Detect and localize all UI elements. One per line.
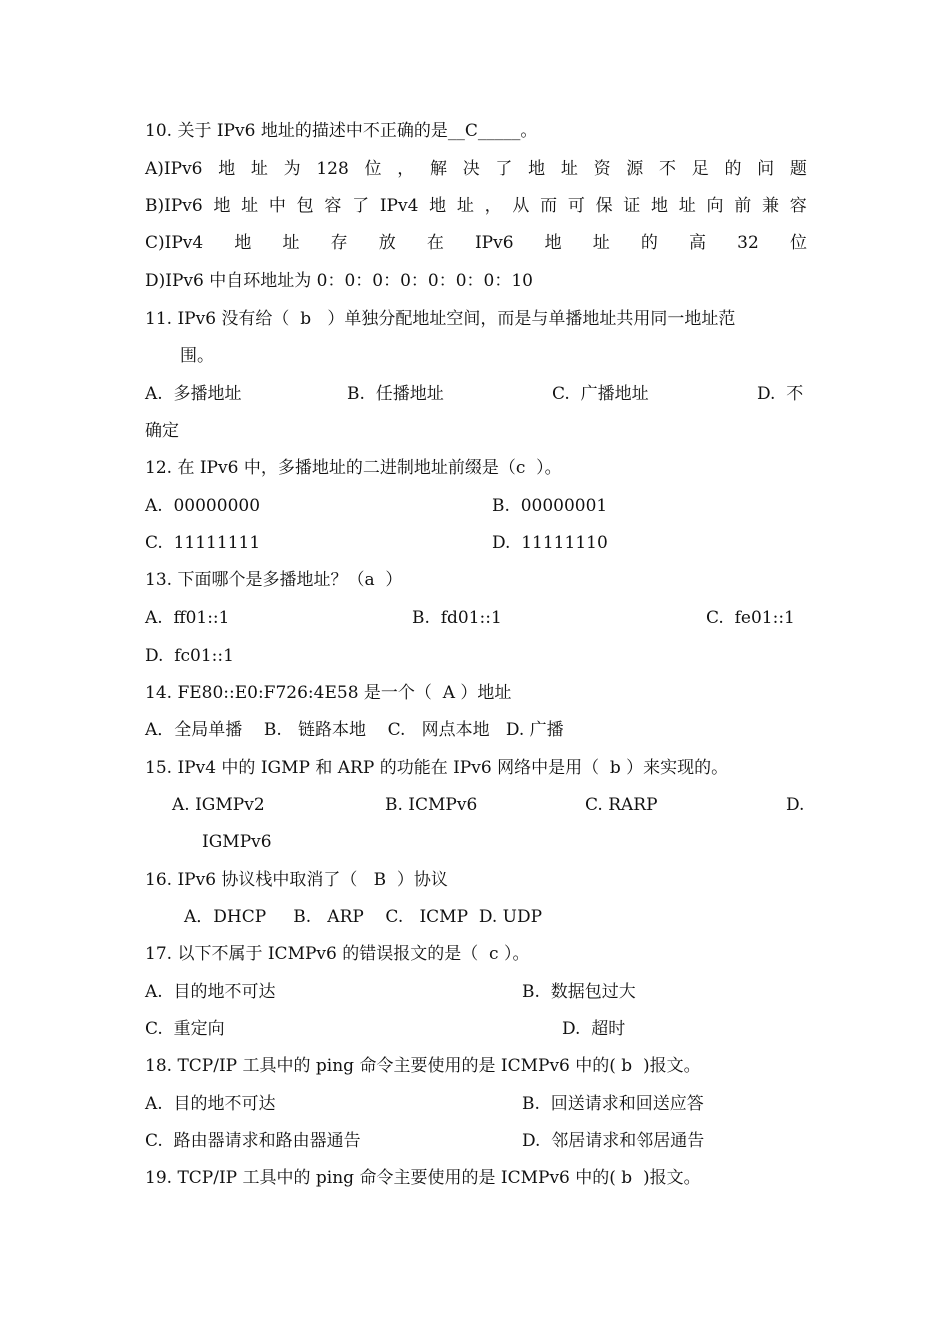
question-10-option-b-token: 地 (651, 196, 669, 216)
question-10-option-b-token: 包 (296, 196, 314, 216)
question-10-option-b (145, 195, 807, 217)
question-11-option-c: C. 广播地址 (552, 384, 649, 404)
question-10-option-a-token: ， (397, 159, 415, 179)
question-15-option-d-continued: IGMPv6 (202, 832, 272, 852)
question-17-option-b: B. 数据包过大 (522, 982, 636, 1002)
question-12-option-d: D. 11111110 (492, 533, 608, 553)
question-11-option-b: B. 任播地址 (347, 384, 444, 404)
question-10-option-c (145, 232, 807, 254)
question-18-option-a: A. 目的地不可达 (145, 1094, 276, 1114)
question-12-option-b: B. 00000001 (492, 496, 608, 516)
question-15-option-c: C. RARP (585, 795, 658, 815)
question-15-option-d: D. (786, 795, 805, 815)
question-18-option-b: B. 回送请求和回送应答 (522, 1094, 704, 1114)
question-10-option-c-token: IPv6 (474, 233, 514, 253)
question-10-option-b-token: 证 (623, 196, 641, 216)
question-18-option-c: C. 路由器请求和路由器通告 (145, 1131, 361, 1151)
question-10-option-c-token: 址 (282, 233, 300, 253)
question-10-option-b-token: B)IPv6 (145, 196, 203, 216)
question-11-option-a: A. 多播地址 (145, 384, 242, 404)
question-10-option-b-token: 从 (512, 196, 530, 216)
question-12-option-a: A. 00000000 (145, 496, 261, 516)
question-10-option-b-token: 向 (706, 196, 724, 216)
question-10-option-c-token: 地 (234, 233, 252, 253)
question-10-option-b-token: 容 (324, 196, 342, 216)
question-10-option-a-token: 题 (789, 159, 807, 179)
question-11-option-d-continued: 确定 (145, 421, 179, 441)
question-10-option-b-token: 可 (567, 196, 585, 216)
question-10-option-b-token: 地 (213, 196, 231, 216)
question-12-stem: 12. 在 IPv6 中，多播地址的二进制地址前缀是（c ）。 (145, 458, 562, 478)
question-10-option-b-token: 兼 (761, 196, 779, 216)
question-10-option-b-token: 中 (268, 196, 286, 216)
question-11-stem: 11. IPv6 没有给（ b ）单独分配地址空间，而是与单播地址共用同一地址范 (145, 309, 736, 329)
question-15-stem: 15. IPv4 中的 IGMP 和 ARP 的功能在 IPv6 网络中是用（ b ）来实现的。 (145, 758, 729, 778)
question-10-option-a-token: 不 (659, 159, 676, 179)
question-15-option-a: A. IGMPv2 (172, 795, 265, 815)
question-13-option-b: B. fd01::1 (412, 608, 502, 628)
question-13-stem: 13. 下面哪个是多播地址？（a ） (145, 570, 403, 590)
question-10-option-c-token: 的 (640, 233, 658, 253)
question-10-option-a-token: 址 (250, 159, 268, 179)
question-10-option-b-token: 而 (540, 196, 558, 216)
question-10-option-a-token: 解 (429, 159, 447, 179)
question-10-option-c-token: 放 (378, 233, 396, 253)
question-10-option-b-token: 容 (789, 196, 807, 216)
question-10-option-b-token: ， (484, 196, 502, 216)
question-10-option-a-token: 地 (218, 159, 236, 179)
question-10-option-d: D)IPv6 中自环地址为 0：0：0：0：0：0：0：10 (145, 271, 533, 291)
question-10-option-c-token: 存 (330, 233, 348, 253)
question-12-option-c: C. 11111111 (145, 533, 261, 553)
question-10-option-a-token: 址 (560, 159, 578, 179)
question-10-option-c-token: 地 (544, 233, 562, 253)
question-10-option-b-token: 址 (456, 196, 474, 216)
question-18-stem: 18. TCP/IP 工具中的 ping 命令主要使用的是 ICMPv6 中的( b )报文。 (145, 1056, 701, 1076)
question-10-option-b-token: 址 (241, 196, 259, 216)
question-10-option-b-token: 保 (595, 196, 613, 216)
question-10-option-a-token: 了 (495, 159, 513, 179)
question-17-option-c: C. 重定向 (145, 1019, 225, 1039)
question-10-option-b-token: IPv4 (379, 196, 419, 216)
question-10-option-c-token: 高 (689, 233, 707, 253)
question-11-option-d: D. 不 (757, 384, 804, 404)
question-10-option-b-token: 了 (352, 196, 370, 216)
question-10-option-a-token: 的 (724, 159, 742, 179)
question-13-option-a: A. ff01::1 (145, 608, 230, 628)
question-10-option-c-token: C)IPv4 (145, 233, 204, 253)
question-15-option-b: B. ICMPv6 (385, 795, 478, 815)
question-10-option-a (145, 158, 807, 180)
question-10-option-c-token: 位 (789, 233, 807, 253)
question-14-options: A．全局单播 B. 链路本地 C. 网点本地 D. 广播 (145, 720, 564, 740)
question-17-option-a: A. 目的地不可达 (145, 982, 276, 1002)
question-10-option-c-token: 址 (592, 233, 610, 253)
question-13-option-c: C. fe01::1 (706, 608, 795, 628)
question-10-option-b-token: 址 (678, 196, 696, 216)
question-10-option-a-token: 源 (626, 159, 644, 179)
question-10-option-a-token: 问 (757, 159, 775, 179)
question-10-option-a-token: 资 (593, 159, 611, 179)
question-10-option-a-token: 位 (364, 159, 382, 179)
question-11-stem-continued: 围。 (180, 346, 214, 366)
question-10-option-b-token: 地 (429, 196, 447, 216)
question-10-option-a-token: 128 (316, 159, 349, 179)
question-10-option-a-token: 足 (691, 159, 709, 179)
question-10-option-b-token: 前 (734, 196, 752, 216)
question-17-stem: 17. 以下不属于 ICMPv6 的错误报文的是（ c ）。 (145, 944, 530, 964)
question-19-stem: 19. TCP/IP 工具中的 ping 命令主要使用的是 ICMPv6 中的( b )报文。 (145, 1168, 701, 1188)
question-16-options: A．DHCP B. ARP C. ICMP D. UDP (184, 907, 543, 927)
question-13-option-d: D. fc01::1 (145, 646, 234, 666)
question-10-option-a-token: 为 (283, 159, 301, 179)
question-10-stem: 10. 关于 IPv6 地址的描述中不正确的是__C_____。 (145, 121, 538, 141)
question-10-option-a-token: 决 (462, 159, 480, 179)
question-14-stem: 14. FE80::E0:F726:4E58 是一个（ A ）地址 (145, 683, 512, 703)
question-10-option-a-token: 地 (528, 159, 546, 179)
question-16-stem: 16. IPv6 协议栈中取消了（ B ）协议 (145, 870, 448, 890)
question-10-option-a-token: A)IPv6 (145, 159, 203, 179)
question-10-option-c-token: 32 (737, 233, 759, 253)
question-17-option-d: D. 超时 (562, 1019, 626, 1039)
question-18-option-d: D. 邻居请求和邻居通告 (522, 1131, 705, 1151)
question-10-option-c-token: 在 (426, 233, 444, 253)
